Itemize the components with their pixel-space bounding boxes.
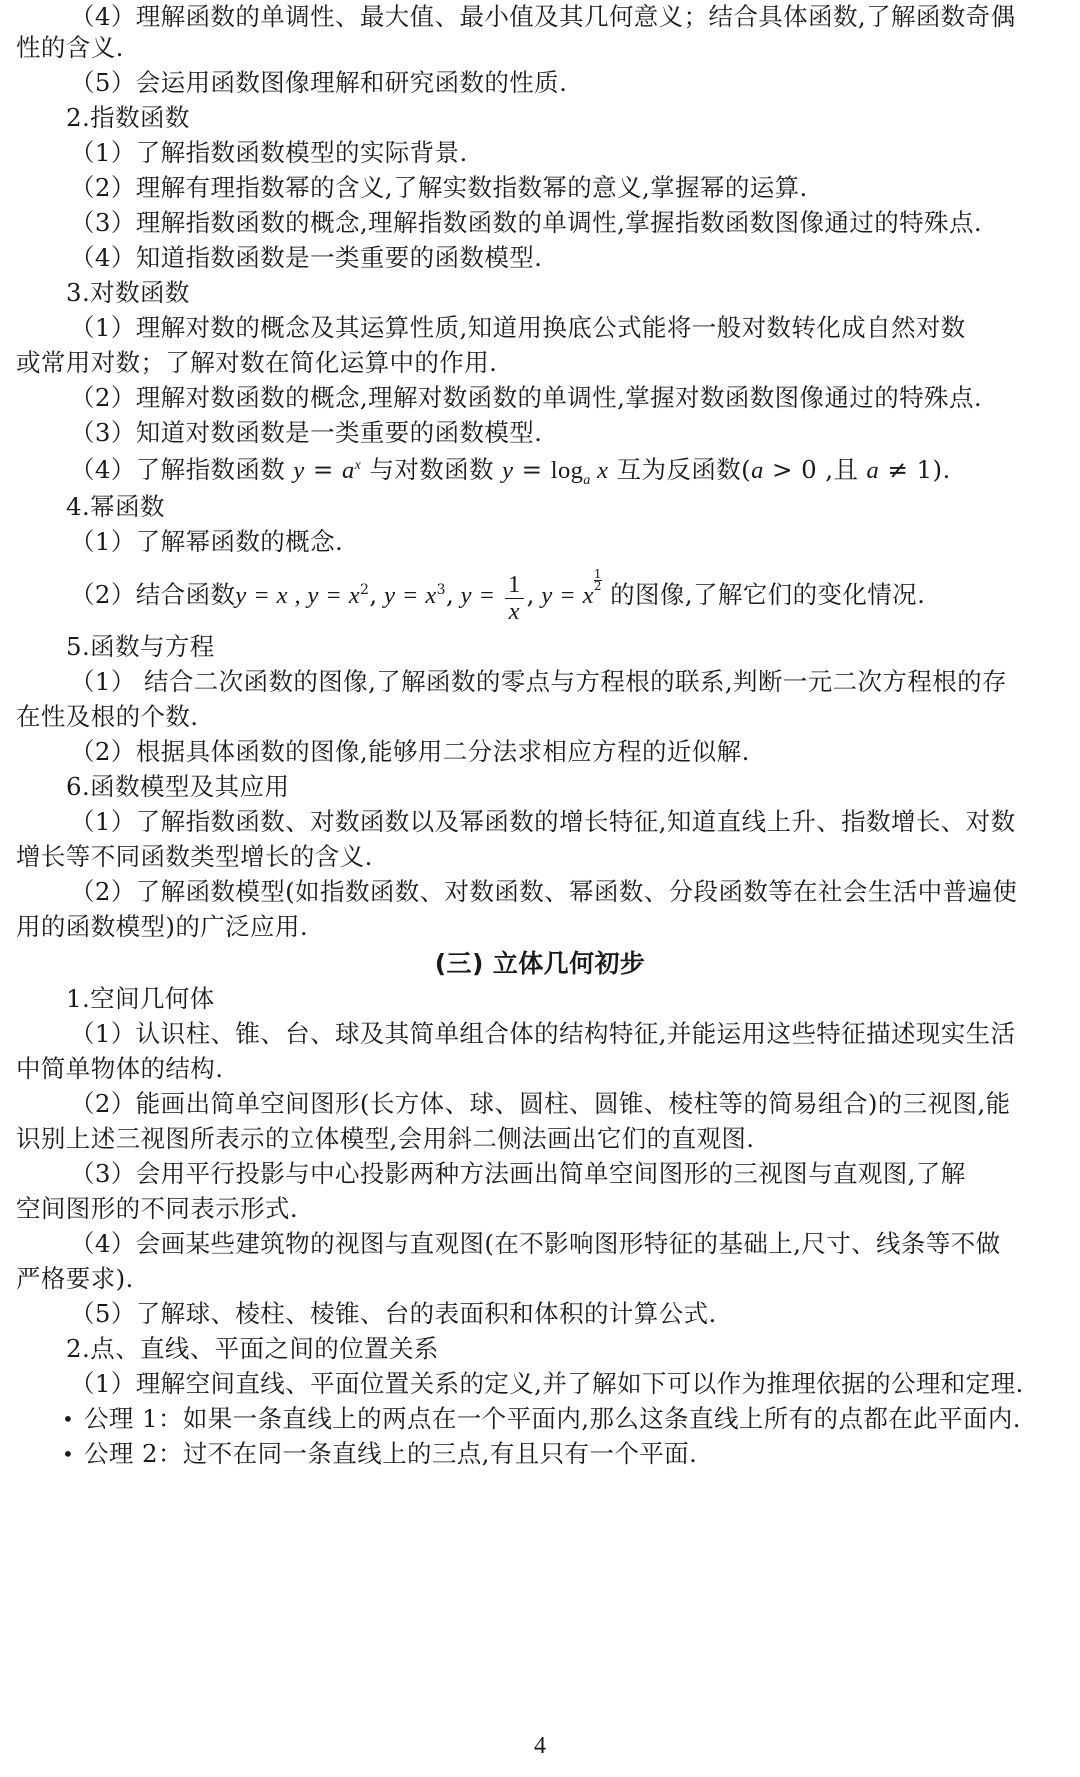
- text-line: （1）了解幂函数的概念.: [70, 527, 344, 556]
- text-line: （1）了解指数函数、对数函数以及幂函数的增长特征,知道直线上升、指数增长、对数: [70, 807, 1016, 836]
- text-line: 严格要求).: [16, 1264, 134, 1293]
- text-line: （2）理解有理指数幂的含义,了解实数指数幂的意义,掌握幂的运算.: [70, 173, 808, 202]
- text-line: （1）了解指数函数模型的实际背景.: [70, 138, 468, 167]
- subsection-heading: 2.点、直线、平面之间的位置关系: [66, 1334, 439, 1363]
- text-line: （1）认识柱、锥、台、球及其简单组合体的结构特征,并能运用这些特征描述现实生活: [70, 1019, 1016, 1048]
- text-line: （1）理解空间直线、平面位置关系的定义,并了解如下可以作为推理依据的公理和定理.: [70, 1369, 1024, 1398]
- text-line: 性的含义.: [16, 33, 124, 62]
- text-line: （2）根据具体函数的图像,能够用二分法求相应方程的近似解.: [70, 737, 750, 766]
- text-line: （5）会运用函数图像理解和研究函数的性质.: [70, 68, 568, 97]
- text-line: 用的函数模型)的广泛应用.: [16, 912, 309, 941]
- text-line: （1）理解对数的概念及其运算性质,知道用换底公式能将一般对数转化成自然对数: [70, 313, 966, 342]
- exponent-one-half: $\frac{1}{2}$: [593, 567, 602, 593]
- inverse-function-line: （4）了解指数函数 $y = a^x$ 与对数函数 $y = \log_a x$ 互为反函数(a > 0 ,且 a ≠ 1).: [70, 455, 951, 488]
- bullet-item: • 公理 2：过不在同一条直线上的三点,有且只有一个平面.: [62, 1437, 1060, 1471]
- text-line: （2）能画出简单空间图形(长方体、球、圆柱、圆锥、棱柱等的简易组合)的三视图,能: [70, 1089, 1011, 1118]
- text-line: 或常用对数；了解对数在简化运算中的作用.: [16, 348, 498, 377]
- text-line: （4）理解函数的单调性、最大值、最小值及其几何意义；结合具体函数,了解函数奇偶: [70, 2, 1016, 31]
- page-number: 4: [534, 1733, 546, 1759]
- text-line: （3）理解指数函数的概念,理解指数函数的单调性,掌握指数函数图像通过的特殊点.: [70, 208, 983, 237]
- subsection-heading: 6.函数模型及其应用: [66, 772, 290, 801]
- bullet-icon: •: [62, 1442, 75, 1466]
- subsection-heading: 2.指数函数: [66, 103, 190, 132]
- bullet-icon: •: [62, 1407, 75, 1431]
- subsection-heading: 1.空间几何体: [66, 984, 215, 1013]
- power-functions-line: （2）结合函数y = x , $y = x^2$, $y = x^3$, y = $\frac{1}{x}$ , y = x $\frac{1}{2}$ 的图像,了解它们的变化情况.: [70, 567, 926, 625]
- text-line: （5）了解球、棱柱、棱锥、台的表面积和体积的计算公式.: [70, 1299, 717, 1328]
- text-line: （3）知道对数函数是一类重要的函数模型.: [70, 418, 543, 447]
- text-line: 空间图形的不同表示形式.: [16, 1194, 299, 1223]
- section-title: (三) 立体几何初步: [434, 949, 646, 978]
- text-line: （3）会用平行投影与中心投影两种方法画出简单空间图形的三视图与直观图,了解: [70, 1159, 966, 1188]
- text-line: （2）理解对数函数的概念,理解对数函数的单调性,掌握对数函数图像通过的特殊点.: [70, 383, 983, 412]
- text-line: （2）了解函数模型(如指数函数、对数函数、幂函数、分段函数等在社会生活中普遍使: [70, 877, 1018, 906]
- fraction-one-over-x: $\frac{1}{x}$: [505, 572, 524, 625]
- text-line: （1） 结合二次函数的图像,了解函数的零点与方程根的联系,判断一元二次方程根的存: [70, 667, 1007, 696]
- subsection-heading: 3.对数函数: [66, 278, 190, 307]
- text-line: 中简单物体的结构.: [16, 1054, 224, 1083]
- text-line: （4）会画某些建筑物的视图与直观图(在不影响图形特征的基础上,尺寸、线条等不做: [70, 1229, 1001, 1258]
- bullet-item: • 公理 1：如果一条直线上的两点在一个平面内,那么这条直线上所有的点都在此平面内.: [62, 1402, 1060, 1436]
- text-line: 识别上述三视图所表示的立体模型,会用斜二侧法画出它们的直观图.: [16, 1124, 755, 1153]
- text-line: （4）知道指数函数是一类重要的函数模型.: [70, 243, 543, 272]
- text-line: 增长等不同函数类型增长的含义.: [16, 842, 373, 871]
- subsection-heading: 4.幂函数: [66, 492, 165, 521]
- text-line: 在性及根的个数.: [16, 702, 199, 731]
- subsection-heading: 5.函数与方程: [66, 632, 215, 661]
